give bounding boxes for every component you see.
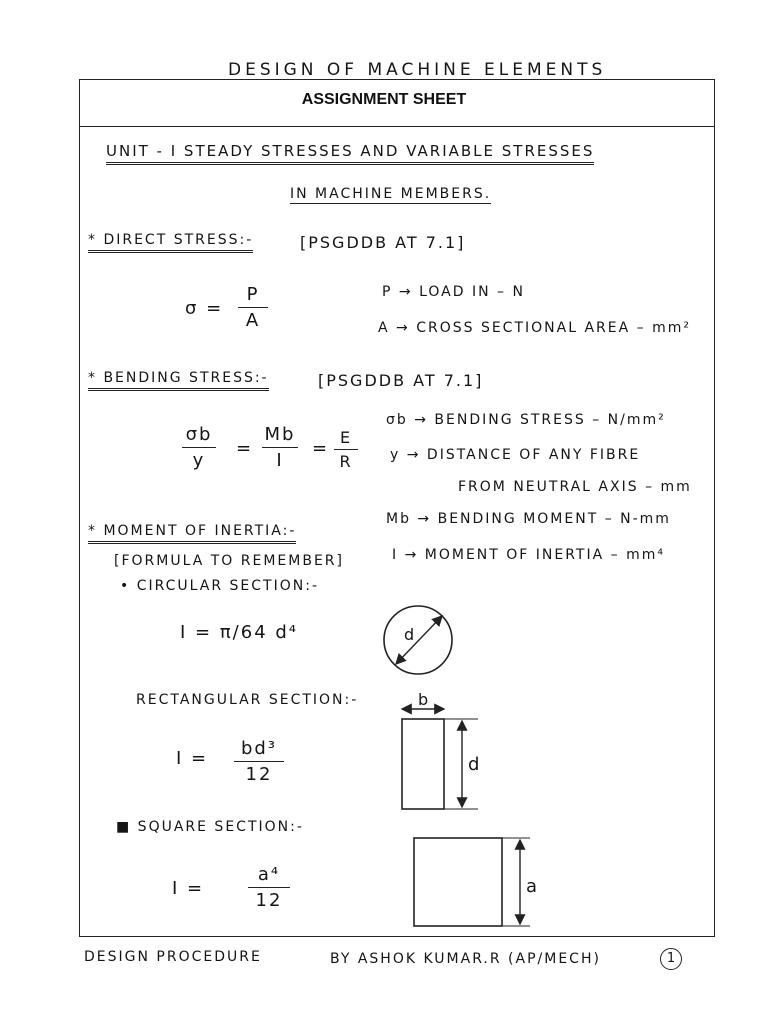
rectangle-height-label: d	[468, 754, 482, 775]
unit-subheading: IN MACHINE MEMBERS.	[290, 186, 492, 202]
fraction-denominator: R	[339, 452, 353, 471]
rectangle-diagram	[402, 709, 478, 809]
definition-bending-stress: σb → BENDING STRESS – N/mm²	[386, 412, 666, 428]
fraction-numerator: P	[246, 284, 260, 305]
fraction-denominator: 12	[245, 764, 273, 785]
square-section-label: ■ SQUARE SECTION:-	[116, 819, 304, 835]
bending-stress-reference: [PSGDDB AT 7.1]	[318, 371, 484, 390]
circular-section-label: • CIRCULAR SECTION:-	[120, 578, 319, 594]
fraction-denominator: 12	[255, 890, 283, 911]
fraction-denominator: A	[245, 310, 261, 331]
fraction-numerator: a⁴	[257, 864, 281, 885]
direct-stress-reference: [PSGDDB AT 7.1]	[300, 233, 466, 252]
fraction-numerator: bd³	[240, 738, 278, 759]
fraction-numerator: σb	[185, 424, 213, 445]
equals-sign: =	[236, 438, 254, 459]
square-side-label: a	[526, 876, 540, 897]
fraction-denominator: I	[276, 450, 284, 471]
page-number: 1	[660, 948, 682, 970]
definition-distance: y → DISTANCE OF ANY FIBRE	[390, 447, 641, 463]
definition-neutral-axis: FROM NEUTRAL AXIS – mm	[458, 479, 692, 495]
document-title: DESIGN OF MACHINE ELEMENTS	[228, 60, 607, 80]
bending-stress-heading: * BENDING STRESS:-	[88, 370, 269, 391]
definition-a: A → CROSS SECTIONAL AREA – mm²	[378, 320, 691, 336]
unit-heading: UNIT - I STEADY STRESSES AND VARIABLE STRESSES	[106, 142, 594, 165]
assignment-sheet-label: ASSIGNMENT SHEET	[301, 91, 467, 108]
moment-of-inertia-heading: * MOMENT OF INERTIA:-	[88, 523, 296, 544]
circle-diameter-label: d	[404, 625, 417, 644]
rectangular-lhs: I =	[176, 748, 209, 769]
fraction-numerator: E	[339, 428, 353, 447]
circle-diagram	[384, 606, 452, 674]
definition-p: P → LOAD IN – N	[382, 284, 525, 300]
square-diagram	[414, 838, 530, 926]
rectangle-width-label: b	[418, 690, 431, 709]
definition-inertia: I → MOMENT OF INERTIA – mm⁴	[392, 547, 665, 563]
footer-author-text: BY ASHOK KUMAR.R (AP/MECH)	[330, 951, 601, 967]
circular-inertia-formula: I = π/64 d⁴	[180, 622, 299, 643]
direct-stress-heading: * DIRECT STRESS:-	[88, 232, 253, 253]
rectangular-section-label: RECTANGULAR SECTION:-	[136, 692, 359, 708]
fraction-denominator: y	[192, 450, 206, 471]
fraction-numerator: Mb	[264, 424, 296, 445]
square-lhs: I =	[172, 878, 205, 899]
definition-bending-moment: Mb → BENDING MOMENT – N-mm	[386, 511, 671, 527]
equals-sign: =	[312, 438, 330, 459]
direct-stress-lhs: σ =	[185, 298, 224, 319]
footer-left-text: DESIGN PROCEDURE	[84, 949, 262, 965]
formula-note: [FORMULA TO REMEMBER]	[114, 553, 344, 569]
